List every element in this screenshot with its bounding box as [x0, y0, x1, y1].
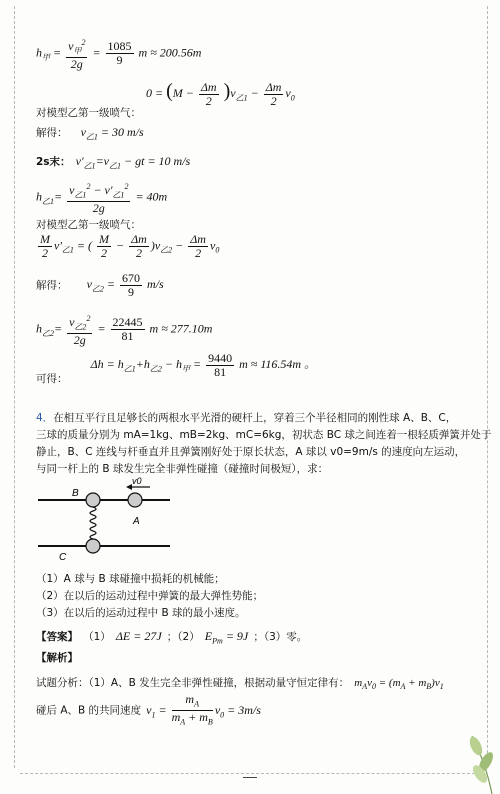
decorative-leaves [452, 724, 500, 794]
sub-questions [36, 571, 263, 622]
ball-c [86, 539, 100, 553]
page-border-bottom [20, 773, 480, 774]
eq-h-hit: $h_甲$ = $\frac{v_甲^2}{2g}$ = $\frac{1085}{9}$ m ≈ 200.56m [36, 38, 202, 72]
rods-balls-diagram [38, 474, 178, 568]
question-4-line-4: 与同一杆上的 B 球发生完全非弹性碰撞（碰撞时间极短），求： [36, 463, 329, 475]
sub-question-1: （1）A 球与 B 球碰撞中损耗的机械能； [36, 573, 225, 585]
spring [90, 507, 96, 543]
eq-v1: 解得： $v_{乙1} = 30$ m/s [36, 125, 144, 142]
question-4-line-3: 静止，B、C 连线与杆垂直并且弹簧刚好处于原长状态，A 球以 v0=9m/s 的速度向左运动， [36, 446, 466, 458]
answer-line: 【答案】 （1） ΔE = 27J ；（2） $E_{Pm} = 9J$ ；（3）零。 [36, 629, 308, 646]
eq-v-2s: 2s末： $v'_{乙1}=v_{乙1}$ − gt = 10 m/s [36, 154, 191, 171]
answer-label: 【答案】 [36, 631, 78, 643]
label-a: A [133, 516, 140, 527]
page-marker [243, 777, 257, 778]
eq-delta-h: $_{可得:}$ $\Delta h = h_{乙1}+h_{乙2} - h_甲$ = $\frac{9440}{81}$ m ≈ 116.54m 。 [36, 351, 317, 386]
page-border-right [487, 6, 488, 768]
question-4-line-1: 4．在相互平行且足够长的两根水平光滑的硬杆上，穿着三个半径相同的刚性球 A、B、C， [36, 412, 457, 424]
text-second-jet: 对模型乙第一级喷气： [36, 219, 141, 231]
sub-question-2: （2）在以后的运动过程中弹簧的最大弹性势能； [36, 590, 264, 602]
sub-question-3: （3）在以后的运动过程中 B 球的最小速度。 [36, 607, 246, 619]
eq-h1: $h_{乙1}=$ $\frac{v_{乙1}^2 - v'_{乙1}^2}{2g}$ = 40m [36, 182, 168, 216]
ball-a [128, 493, 142, 507]
label-b: B [72, 488, 79, 499]
eq-momentum-second: $\frac{M}{2}$ $v'_{乙1}$ = ( $\frac{M}{2}$ − $\frac{\Delta m}{2}$ )$v_{乙2}$ − $\frac{\Delta m}{2}$ $v_0$ [40, 232, 220, 260]
common-velocity-line: 碰后 A、B 的共同速度 $v_1$ = $\frac{m_A}{m_A + m_B}$ $v_0 = 3m/s$ [36, 692, 261, 727]
eq-h2: $h_{乙2}=$ $\frac{v_{乙2}^2}{2g}$ = $\frac{22445}{81}$ m ≈ 277.10m [36, 314, 213, 348]
question-number: 4． [36, 412, 54, 424]
question-4-line-2: 三球的质量分别为 mA=1kg、mB=2kg、mC=6kg，初状态 BC 球之间连着一根轻质弹簧并处于 [36, 429, 492, 441]
page-border-left [14, 6, 15, 768]
label-v0: v0 [132, 476, 142, 486]
eq-momentum-zero: 0 = (M − $\frac{\Delta m}{2}$ )$v_{乙1}$ − $\frac{\Delta m}{2}$ $v_0$ [146, 79, 295, 108]
analysis-label: 【解析】 [36, 652, 78, 664]
text-first-jet: 对模型乙第一级喷气： [36, 107, 141, 119]
ball-b [86, 493, 100, 507]
analysis-line: 试题分析：（1）A、B 发生完全非弹性碰撞，根据动量守恒定律有： $m_Av_0 = (m_A + m_B)v_1$ [36, 677, 444, 692]
diagram-svg [38, 474, 178, 564]
question-4-text [36, 410, 491, 478]
eq-v2: 解得： $v_{乙2}$ = $\frac{670}{9}$ m/s [36, 271, 164, 299]
label-c: C [59, 552, 67, 563]
